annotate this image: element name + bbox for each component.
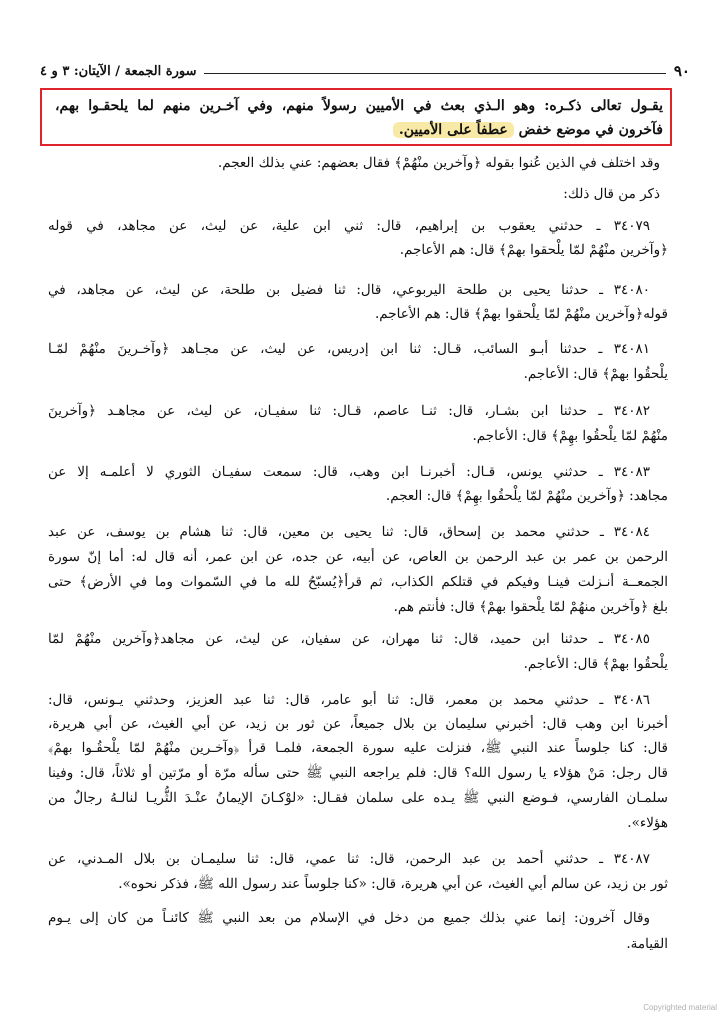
boxed-line-2: [55, 119, 663, 141]
narration-34086-line-6: هؤلاء».: [627, 815, 668, 831]
narration-34084-line-2: الرحمن بن عمر بن عبد الرحمن بن العاص، عن أبيه، عن جده، عن ابن عمر، أنه قال له: أما إنّ سورة: [48, 549, 668, 565]
intro-line-2: ذكر من قال ذلك:: [563, 186, 660, 202]
narration-34079-line-2: ﴿وآخرين منْهُمْ لمّا يلْحقوا بهمْ﴾ قال: هم الأعاجم.: [399, 242, 668, 258]
narration-34083-line-2: مجاهد: ﴿وآخرين منْهُمْ لمّا يلْحقُوا بهِمْ﴾ قال: العجم.: [385, 488, 668, 504]
narration-34086-line-5: سلمـان الفارسي، فـوضع النبي ﷺ يـده على سلمان فقـال: «لوْكـانَ الإيمانُ عنْـدَ الثُّريـا لنالـهُ رجالٌ من: [48, 790, 668, 806]
narration-34086-line-2: أخبرنا ابن وهب قال: أخبرني سليمان بن بلال جميعاً، عن ثور بن زيد، عن أبي الغيث، عن أبي هريرة،: [48, 716, 668, 732]
closing-line-2: القيامة.: [626, 936, 668, 952]
narration-34086-line-3: قال: كنا جلوساً عند النبي ﷺ، فنزلت عليه سورة الجمعة، فلمـا قرأ ﴿وآخـرين منْهُمْ لمّا يلْحقُـوا بهمْ﴾: [48, 740, 668, 756]
narration-34084-line-4: بلغ ﴿وآخرين منهُمْ لمّا يلْحقوا بهمْ﴾ قال: فأنتم هم.: [393, 599, 668, 615]
running-title: سورة الجمعة / الآيتان: ٣ و ٤: [40, 63, 197, 79]
narration-34081-line-2: يلْحقُوا بهمْ﴾ قال: الأعاجم.: [523, 366, 668, 382]
narration-34082-line-2: منْهُمْ لمّا يلْحقُوا بهِمْ﴾ قال: الأعاجم.: [472, 428, 668, 444]
page-number: ٩٠: [673, 62, 690, 80]
narration-34081-line-1: ٣٤٠٨١ ـ حدثنا أبـو السائب، قـال: ثنا ابن إدريس، عن ليث، عن مجـاهد ﴿وآخـرينَ منْهُمْ لمّـا: [48, 341, 650, 357]
narration-34085-line-2: يلْحقُوا بهمْ﴾ قال: الأعاجم.: [523, 656, 668, 672]
highlighted-phrase: عطفاً على الأميين.: [393, 122, 514, 138]
boxed-line-1: يقـول تعالى ذكـره: وهو الـذي بعث في الأميين رسولاً منهم، وفي آخـرين منهم لما يلحقـوا بهم،: [55, 98, 663, 114]
narration-34087-line-2: ثور بن زيد، عن سالم أبي الغيث، عن أبي هريرة، قال: «كنا جلوساً عند رسول الله ﷺ، فذكر نحوه».: [118, 876, 668, 892]
narration-34087-line-1: ٣٤٠٨٧ ـ حدثني أحمد بن عبد الرحمن، قال: ثنا عمي، قال: ثنا سليمـان بن بلال المـدني، عن: [48, 851, 650, 867]
narration-34084-line-3: الجمعــة أنـزلت فينـا وفيكم في قتلكم الكذاب، ثم قرأ﴿يُسبّحُ لله ما في السّموات وما في الأرض﴾ حتى: [48, 574, 668, 590]
page-header: [40, 60, 690, 82]
header-rule: [204, 73, 665, 74]
narration-34083-line-1: ٣٤٠٨٣ ـ حدثني يونس، قـال: أخبرنـا ابن وهب، قال: سمعت سفيـان الثوري لا أعلمـه إلا عن: [48, 464, 650, 480]
closing-line-1: وقال آخرون: إنما عني بذلك جميع من دخل في الإسلام من بعد النبي ﷺ كائنـاً من كان إلى يـوم: [48, 910, 650, 926]
narration-34080-line-1: ٣٤٠٨٠ ـ حدثنا يحيى بن طلحة اليربوعي، قال: ثنا فضيل بن طلحة، عن ليث، عن مجاهد، في: [48, 282, 650, 298]
narration-34079-line-1: ٣٤٠٧٩ ـ حدثني يعقوب بن إبراهيم، قال: ثني ابن علية، عن ليث، عن مجاهد، في قوله: [48, 218, 650, 234]
narration-34082-line-1: ٣٤٠٨٢ ـ حدثنا ابن بشـار، قال: ثنـا عاصم، قـال: ثنا سفيـان، عن ليث، عن مجاهـد ﴿وآخرينَ: [48, 403, 650, 419]
boxed-line-2-text: فآخرون في موضع خفض: [513, 122, 663, 138]
narration-34084-line-1: ٣٤٠٨٤ ـ حدثني محمد بن إسحاق، قال: ثنا يحيى بن معين، قال: ثنا هشام بن يوسف، عن عبد: [48, 524, 650, 540]
narration-34086-line-1: ٣٤٠٨٦ ـ حدثني محمد بن معمر، قال: ثنا أبو عامر، قال: ثنا عبد العزيز، وحدثني يـونس، قال:: [48, 692, 650, 708]
narration-34085-line-1: ٣٤٠٨٥ ـ حدثنا ابن حميد، قال: ثنا مهران، عن سفيان، عن ليث، عن مجاهد﴿وآخرين منْهُمْ لمّا: [48, 631, 650, 647]
intro-line-1: وقد اختلف في الذين عُنوا بقوله ﴿وآخرين منْهُمْ﴾ فقال بعضهم: عني بذلك العجم.: [217, 155, 660, 171]
copyright-watermark: Copyrighted material: [643, 1003, 717, 1012]
narration-34086-line-4: قال رجل: مَنْ هؤلاء يا رسول الله؟ قال: فلم يراجعه النبي ﷺ حتى سأله مرّة أو مرّتين أو ثلاثاً، قال: وفينا: [48, 765, 668, 781]
narration-34080-line-2: قوله﴿وآخرين منْهُمْ لمّا يلْحقوا بهمْ﴾ قال: هم الأعاجم.: [374, 306, 668, 322]
